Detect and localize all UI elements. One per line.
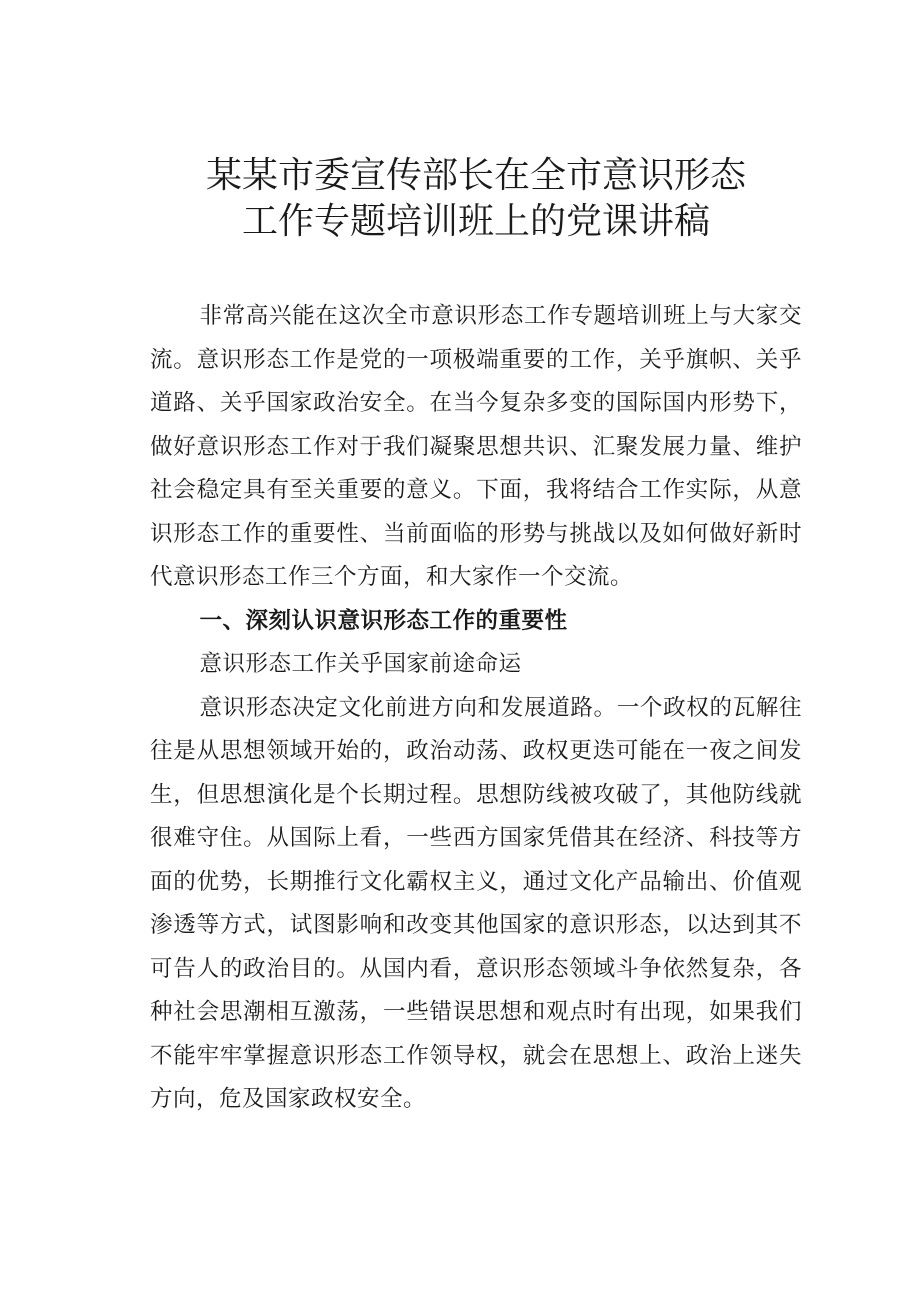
document-body [150,295,802,1122]
document-title [150,153,802,245]
section-1-subheading: 意识形态工作关乎国家前途命运 [199,651,522,677]
title-line-1: 某某市委宣传部长在全市意识形态 [205,155,746,196]
section-1-heading: 一、深刻认识意识形态工作的重要性 [199,607,568,634]
section-1-paragraph: 意识形态决定文化前进方向和发展道路。一个政权的瓦解往往是从思想领域开始的，政治动荡、政权更迭可能在一夜之间发生，但思想演化是个长期过程。思想防线被攻破了，其他防线就很难守住。从国际上看，一些西方国家凭借其在经济、科技等方面的优势，长期推行文化霸权主义，通过文化产品输出、价值观渗透等方式，试图影响和改变其他国家的意识形态，以达到其不可告人的政治目的。从国内看，意识形态领域斗争依然复杂，各种社会思潮相互激荡，一些错误思想和观点时有出现，如果我们不能牢牢掌握意识形态工作领导权，就会在思想上、政治上迷失方向，危及国家政权安全。 [150,694,802,1112]
intro-paragraph: 非常高兴能在这次全市意识形态工作专题培训班上与大家交流。意识形态工作是党的一项极端重要的工作，关乎旗帜、关乎道路、关乎国家政治安全。在当今复杂多变的国际国内形势下，做好意识形态工作对于我们凝聚思想共识、汇聚发展力量、维护社会稳定具有至关重要的意义。下面，我将结合工作实际，从意识形态工作的重要性、当前面临的形势与挑战以及如何做好新时代意识形态工作三个方面，和大家作一个交流。 [150,303,802,590]
title-line-2: 工作专题培训班上的党课讲稿 [241,201,710,242]
